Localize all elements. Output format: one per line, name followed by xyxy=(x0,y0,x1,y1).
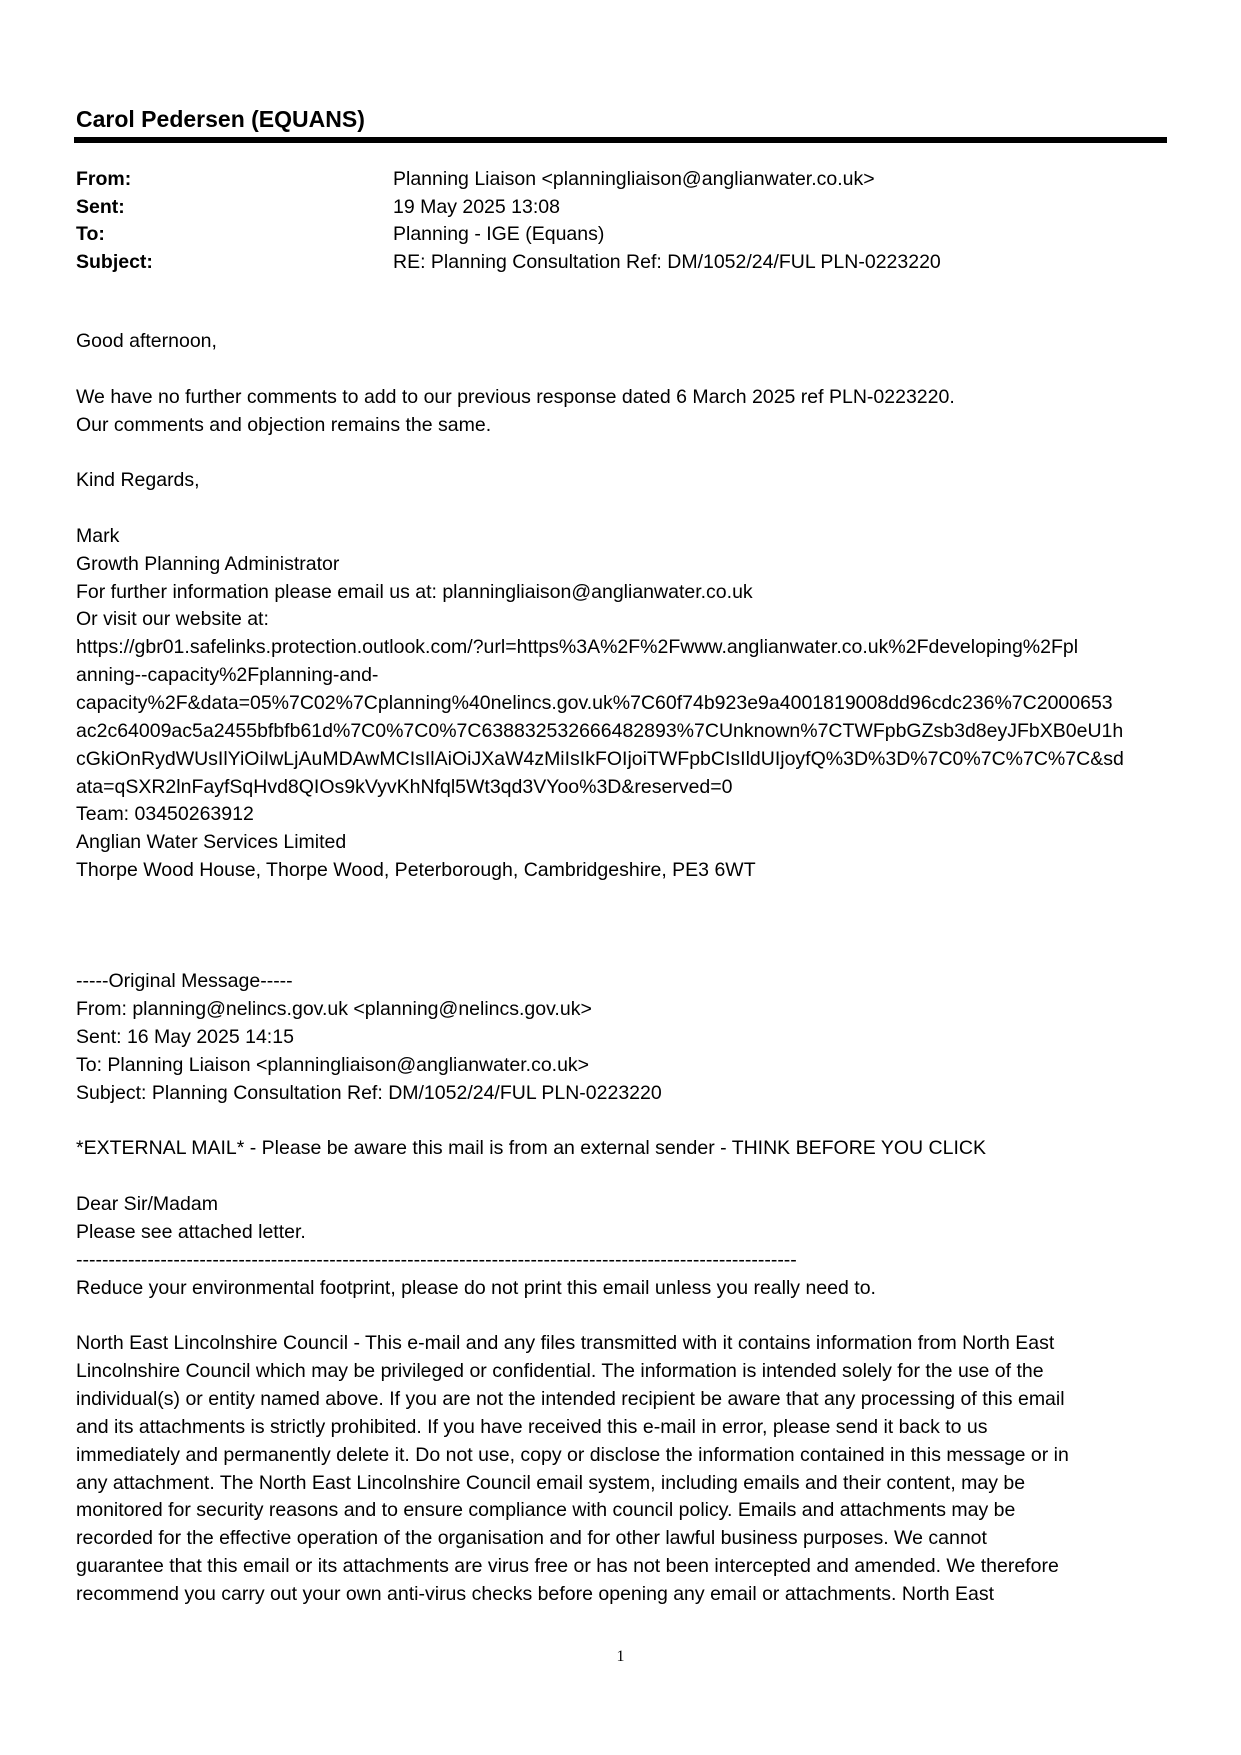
salutation: Dear Sir/Madam xyxy=(76,1193,218,1216)
original-to: To: Planning Liaison <planningliaison@anglianwater.co.uk> xyxy=(76,1053,590,1076)
original-message-separator: -----Original Message----- xyxy=(76,970,293,993)
header-label: To: xyxy=(76,223,105,246)
disclaimer-line: recommend you carry out your own anti-virus checks before opening any email or attachments. North East xyxy=(76,1582,995,1605)
signature-company: Anglian Water Services Limited xyxy=(76,831,347,854)
header-value: RE: Planning Consultation Ref: DM/1052/24/FUL PLN-0223220 xyxy=(393,250,941,273)
website-link-line[interactable]: https://gbr01.safelinks.protection.outlook.com/?url=https%3A%2F%2Fwww.anglianwater.co.uk%2Fdeveloping%2Fpl xyxy=(76,636,1079,659)
header-label: Subject: xyxy=(76,250,153,273)
signature-title: Growth Planning Administrator xyxy=(76,552,340,575)
signature-team: Team: 03450263912 xyxy=(76,803,254,826)
disclaimer-line: and its attachments is strictly prohibited. If you have received this e-mail in error, please send it back to us xyxy=(76,1415,988,1438)
header-subject xyxy=(76,249,1166,277)
header-label: Sent: xyxy=(76,195,125,218)
signature-address: Thorpe Wood House, Thorpe Wood, Peterborough, Cambridgeshire, PE3 6WT xyxy=(76,859,756,882)
disclaimer-line: monitored for security reasons and to ensure compliance with council policy. Emails and attachments may be xyxy=(76,1499,1016,1522)
closing: Kind Regards, xyxy=(76,469,200,492)
signature-visit: Or visit our website at: xyxy=(76,608,269,631)
header-label: From: xyxy=(76,168,132,190)
disclaimer-line: any attachment. The North East Lincolnshire Council email system, including emails and their content, may be xyxy=(76,1471,1026,1494)
dash-rule: --------------------------------------------------------------------------------------------------------------- xyxy=(76,1248,797,1271)
email-body xyxy=(76,328,1171,1609)
header-value: Planning - IGE (Equans) xyxy=(393,223,605,246)
external-mail-warning: *EXTERNAL MAIL* - Please be aware this mail is from an external sender - THINK BEFORE YOU CLICK xyxy=(76,1137,986,1160)
page-number: 1 xyxy=(616,1648,625,1665)
website-link-line[interactable]: ac2c64009ac5a2455bfbfb61d%7C0%7C0%7C638832532666482893%7CUnknown%7CTWFpbGZsb3d8eyJFbXB0eU1h xyxy=(76,719,1124,742)
website-link-line[interactable]: capacity%2F&data=05%7C02%7Cplanning%40nelincs.gov.uk%7C60f74b923e9a4001819008dd96cdc236%7C2000653 xyxy=(76,691,1113,714)
original-subject: Subject: Planning Consultation Ref: DM/1052/24/FUL PLN-0223220 xyxy=(76,1081,662,1104)
header-value: 19 May 2025 13:08 xyxy=(393,195,560,218)
reply-line: We have no further comments to add to our previous response dated 6 March 2025 ref PLN-0223220. xyxy=(76,385,955,408)
reply-line: Our comments and objection remains the same. xyxy=(76,413,492,436)
attached-note: Please see attached letter. xyxy=(76,1221,306,1244)
email-headers xyxy=(76,166,1166,276)
header-from xyxy=(76,166,1166,194)
signature-name: Mark xyxy=(76,524,120,547)
signature-email: For further information please email us at: planningliaison@anglianwater.co.uk xyxy=(76,580,753,603)
original-sent: Sent: 16 May 2025 14:15 xyxy=(76,1026,294,1049)
original-from: From: planning@nelincs.gov.uk <planning@nelincs.gov.uk> xyxy=(76,998,592,1021)
website-link-line[interactable]: anning--capacity%2Fplanning-and- xyxy=(76,664,379,687)
header-rule xyxy=(74,137,1167,143)
disclaimer-line: guarantee that this email or its attachments are virus free or has not been intercepted and amended. We therefore xyxy=(76,1555,1059,1578)
disclaimer-line: individual(s) or entity named above. If you are not the intended recipient be aware that any processing of this email xyxy=(76,1388,1065,1411)
environment-note: Reduce your environmental footprint, please do not print this email unless you really need to. xyxy=(76,1276,876,1299)
header-to xyxy=(76,221,1166,249)
disclaimer-line: immediately and permanently delete it. Do not use, copy or disclose the information contained in this message or in xyxy=(76,1443,1069,1466)
mailbox-owner-name: Carol Pedersen (EQUANS) xyxy=(76,106,365,132)
website-link-line[interactable]: cGkiOnRydWUsIlYiOiIwLjAuMDAwMCIsIlAiOiJXaW4zMiIsIkFOIjoiTWFpbCIsIldUIjoyfQ%3D%3D%7C0%7C%7C%7C&sd xyxy=(76,747,1124,770)
header-value: Planning Liaison <planningliaison@anglianwater.co.uk> xyxy=(393,168,875,190)
disclaimer-line: North East Lincolnshire Council - This e-mail and any files transmitted with it contains information from North East xyxy=(76,1332,1055,1355)
header-sent xyxy=(76,194,1166,222)
greeting: Good afternoon, xyxy=(76,330,217,352)
disclaimer-line: Lincolnshire Council which may be privileged or confidential. The information is intended solely for the use of the xyxy=(76,1360,1044,1383)
website-link-line[interactable]: ata=qSXR2lnFayfSqHvd8QIOs9kVyvKhNfql5Wt3qd3VYoo%3D&reserved=0 xyxy=(76,775,733,798)
disclaimer-line: recorded for the effective operation of the organisation and for other lawful business purposes. We cannot xyxy=(76,1527,987,1550)
